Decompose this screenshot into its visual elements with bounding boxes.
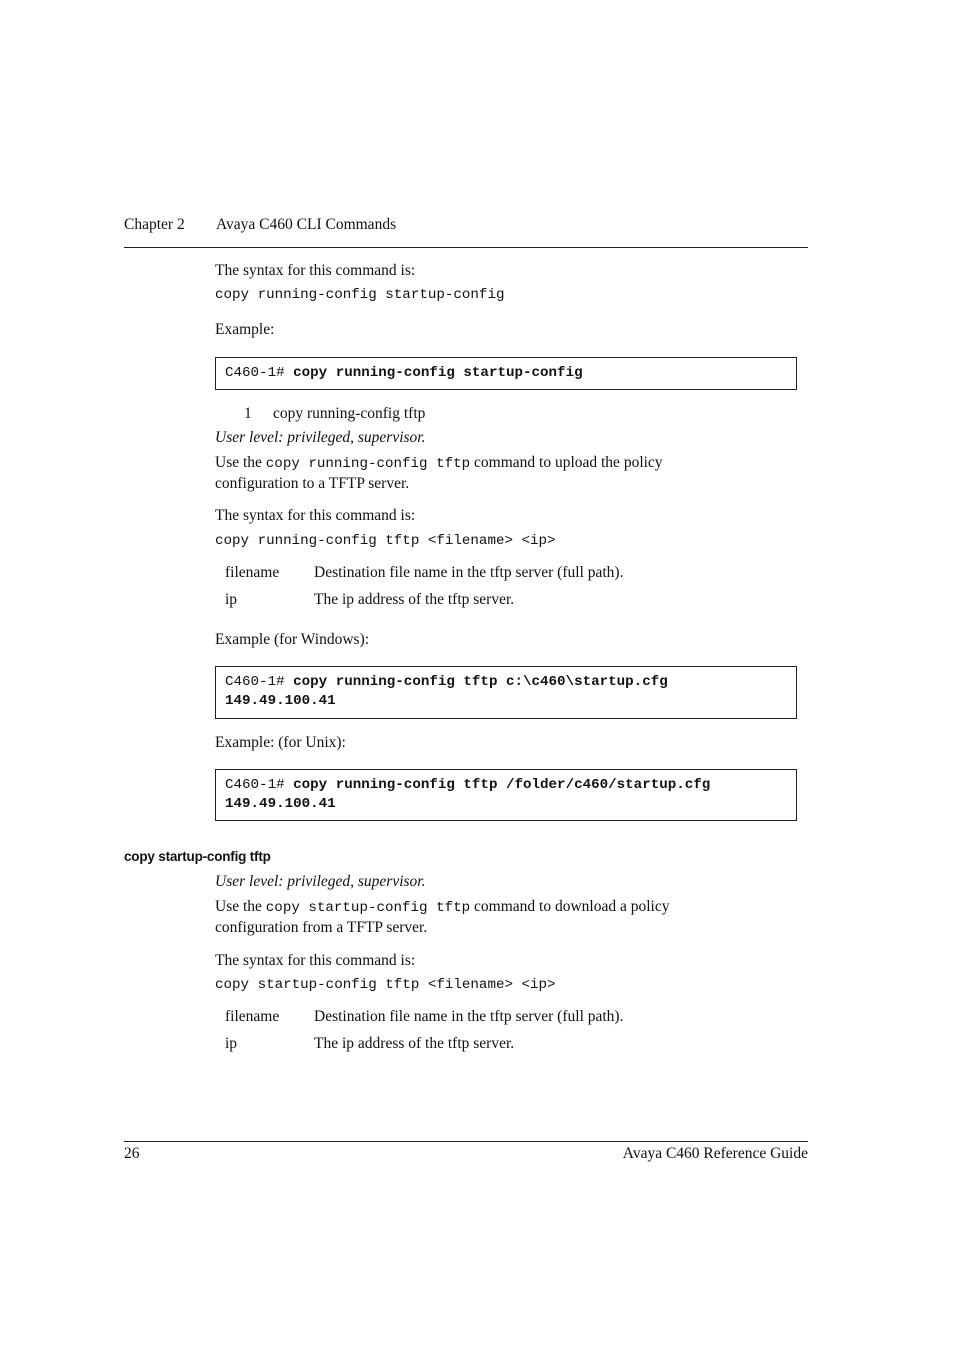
header-chapter: Chapter 2 bbox=[124, 216, 185, 233]
command-title: copy running-config tftp bbox=[273, 405, 426, 422]
user-level: User level: privileged, supervisor. bbox=[215, 873, 426, 890]
example-label: Example: bbox=[215, 321, 275, 338]
syntax-intro: The syntax for this command is: bbox=[215, 262, 416, 279]
user-level: User level: privileged, supervisor. bbox=[215, 429, 426, 446]
section-heading: copy startup-config tftp bbox=[124, 849, 271, 864]
footer-rule bbox=[124, 1141, 808, 1142]
param-name: ip bbox=[225, 1035, 238, 1052]
example-code-box bbox=[215, 666, 797, 719]
list-number: 1 bbox=[244, 405, 252, 422]
desc-pre: Use the bbox=[215, 454, 262, 471]
code-command: 149.49.100.41 bbox=[225, 693, 336, 709]
syntax-intro: The syntax for this command is: bbox=[215, 507, 416, 524]
param-name: filename bbox=[225, 564, 280, 581]
header-rule bbox=[124, 247, 808, 248]
example-code-box bbox=[215, 357, 797, 390]
desc-line2: configuration to a TFTP server. bbox=[215, 475, 410, 492]
desc-line2: configuration from a TFTP server. bbox=[215, 919, 428, 936]
example-code-box bbox=[215, 769, 797, 821]
param-desc: The ip address of the tftp server. bbox=[314, 1035, 515, 1052]
page-number: 26 bbox=[124, 1145, 140, 1162]
example-label: Example: (for Unix): bbox=[215, 734, 346, 751]
code-command: copy running-config startup-config bbox=[293, 365, 583, 381]
code-prompt: C460-1# bbox=[225, 674, 285, 690]
syntax-line: copy running-config tftp <filename> <ip> bbox=[215, 533, 556, 549]
param-name: filename bbox=[225, 1008, 280, 1025]
syntax-intro: The syntax for this command is: bbox=[215, 952, 416, 969]
desc-pre: Use the bbox=[215, 898, 262, 915]
desc-command: copy startup-config tftp bbox=[265, 900, 471, 916]
code-command: copy running-config tftp c:\c460\startup.cfg bbox=[293, 674, 668, 690]
param-desc: Destination file name in the tftp server (full path). bbox=[314, 564, 624, 581]
description bbox=[215, 897, 775, 937]
desc-post: command to download a policy bbox=[474, 898, 670, 915]
syntax-line: copy startup-config tftp <filename> <ip> bbox=[215, 977, 556, 993]
param-desc: Destination file name in the tftp server (full path). bbox=[314, 1008, 624, 1025]
param-name: ip bbox=[225, 591, 238, 608]
desc-command: copy running-config tftp bbox=[265, 456, 471, 472]
code-command: copy running-config tftp /folder/c460/startup.cfg bbox=[293, 777, 711, 793]
description bbox=[215, 453, 775, 493]
code-prompt: C460-1# bbox=[225, 365, 285, 381]
code-prompt: C460-1# bbox=[225, 777, 285, 793]
example-label: Example (for Windows): bbox=[215, 631, 370, 648]
code-command: 149.49.100.41 bbox=[225, 796, 336, 812]
syntax-line: copy running-config startup-config bbox=[215, 287, 505, 303]
param-desc: The ip address of the tftp server. bbox=[314, 591, 515, 608]
footer-title: Avaya C460 Reference Guide bbox=[622, 1145, 808, 1162]
desc-post: command to upload the policy bbox=[474, 454, 663, 471]
header-title: Avaya C460 CLI Commands bbox=[216, 216, 397, 233]
